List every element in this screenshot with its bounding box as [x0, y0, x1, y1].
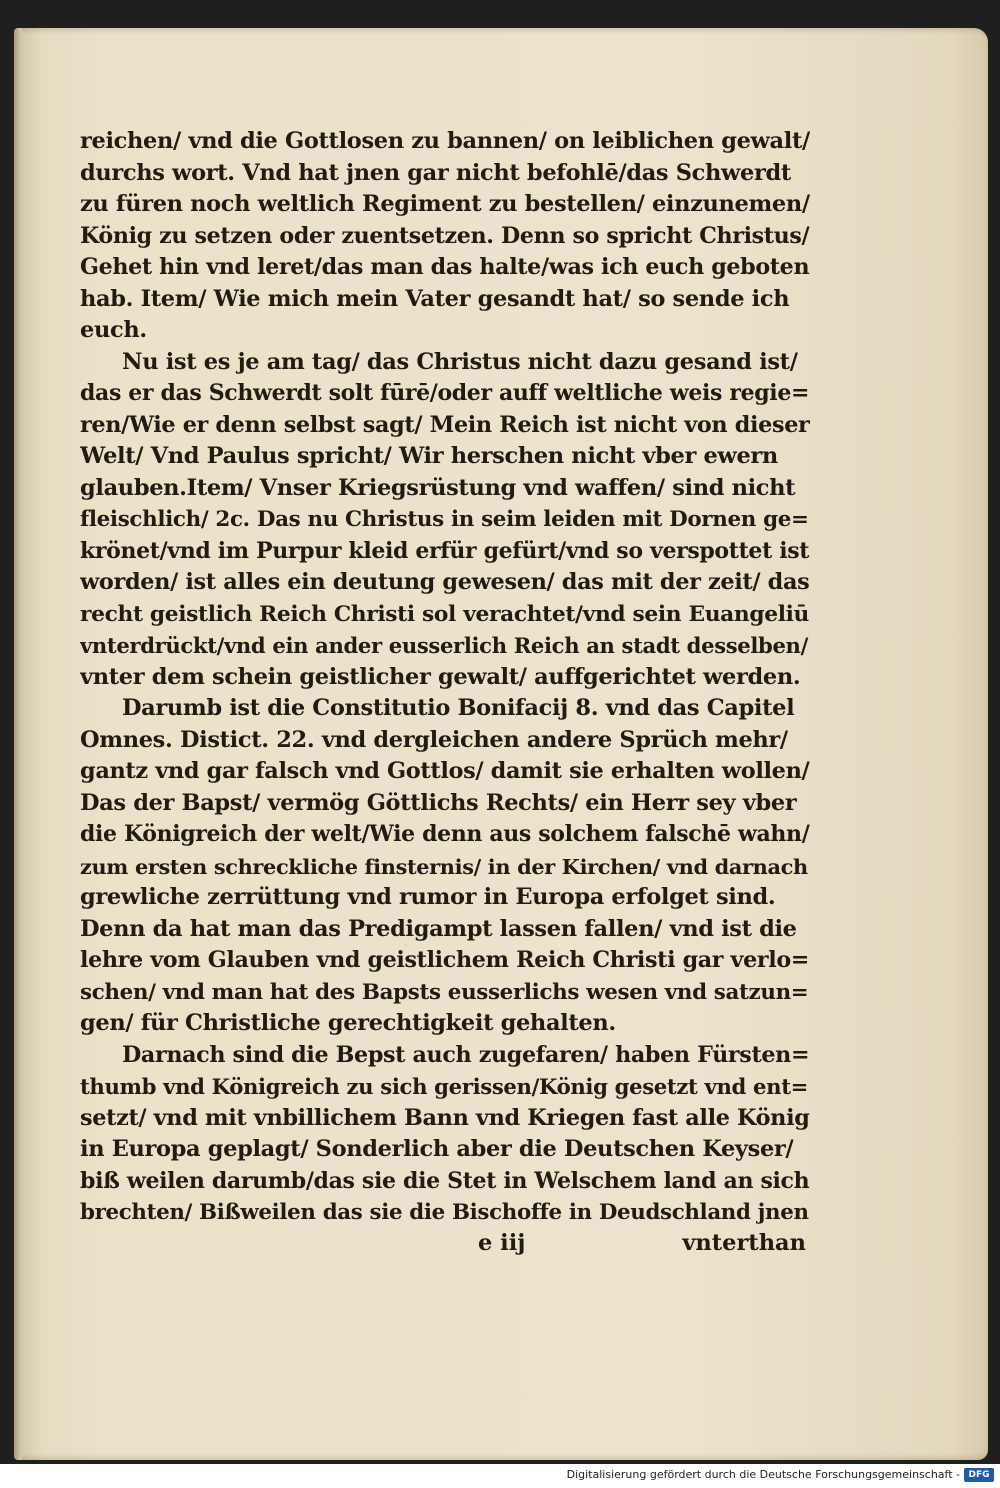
- text-line: durchs wort. Vnd hat jnen gar nicht befohlē/das Schwerdt: [80, 159, 791, 186]
- text-line: König zu setzen oder zuentsetzen. Denn so spricht Christus/: [80, 222, 810, 249]
- text-line: Das der Bapst/ vermög Göttlichs Rechts/ ein Herr sey vber: [80, 789, 797, 816]
- text-line: worden/ ist alles ein deutung gewesen/ das mit der zeit/ das: [80, 569, 810, 595]
- text-line: reichen/ vnd die Gottlosen zu bannen/ on leiblichen gewalt/: [80, 128, 810, 154]
- text-line: euch.: [80, 317, 147, 343]
- text-line: vnter dem schein geistlicher gewalt/ auffgerichtet werden.: [80, 663, 801, 690]
- text-line: die Königreich der welt/Wie denn aus solchem falschē wahn/: [80, 821, 810, 847]
- text-line: schen/ vnd man hat des Bapsts eusserlichs wesen vnd satzun=: [80, 979, 809, 1005]
- text-line: glauben.Item/ Vnser Kriegsrüstung vnd waffen/ sind nicht: [80, 474, 796, 501]
- text-line: Omnes. Distict. 22. vnd dergleichen andere Sprüch mehr/: [80, 726, 788, 753]
- text-line: zum ersten schreckliche finsternis/ in der Kirchen/ vnd darnach: [80, 853, 808, 879]
- text-line: brechten/ Bißweilen das sie die Bischoffe in Deudschland jnen: [80, 1200, 809, 1225]
- text-line: Gehet hin vnd leret/das man das halte/was ich euch geboten: [80, 254, 810, 280]
- signature-mark: e iij: [478, 1230, 526, 1256]
- text-line: Darnach sind die Bepst auch zugefaren/ haben Fürsten=: [122, 1041, 810, 1068]
- text-line: vnterdrückt/vnd ein ander eusserlich Reich an stadt desselben/: [80, 633, 808, 658]
- text-line: recht geistlich Reich Christi sol verachtet/vnd sein Euangeliū: [80, 601, 809, 627]
- text-line: ren/Wie er denn selbst sagt/ Mein Reich ist nicht von dieser: [80, 411, 810, 438]
- page-gutter: [14, 28, 22, 1460]
- text-line: gen/ für Christliche gerechtigkeit gehalten.: [80, 1010, 616, 1036]
- text-line: biß weilen darumb/das sie die Stet in Welschem land an sich: [80, 1167, 810, 1194]
- text-line: das er das Schwerdt solt fūrē/oder auff weltliche weis regie=: [80, 380, 810, 406]
- text-line: thumb vnd Königreich zu sich gerissen/König gesetzt vnd ent=: [80, 1074, 809, 1099]
- credit-text: Digitalisierung gefördert durch die Deutsche Forschungsgemeinschaft -: [566, 1468, 960, 1481]
- page-footer-line: [80, 1230, 810, 1264]
- text-line: setzt/ vnd mit vnbillichem Bann vnd Kriegen fast alle König: [80, 1104, 810, 1131]
- text-line: hab. Item/ Wie mich mein Vater gesandt hat/ so sende ich: [80, 285, 790, 312]
- text-line: Welt/ Vnd Paulus spricht/ Wir herschen nicht vber ewern: [80, 443, 778, 469]
- digitization-credit-bar: [0, 1464, 1000, 1488]
- text-line: zu füren noch weltlich Regiment zu bestellen/ einzunemen/: [80, 191, 810, 217]
- text-line: Denn da hat man das Predigampt lassen fallen/ vnd ist die: [80, 915, 797, 942]
- text-line: grewliche zerrüttung vnd rumor in Europa erfolget sind.: [80, 884, 776, 910]
- text-line: Darumb ist die Constitutio Bonifacij 8. vnd das Capitel: [122, 695, 795, 721]
- text-line: in Europa geplagt/ Sonderlich aber die Deutschen Keyser/: [80, 1136, 794, 1162]
- dfg-logo: DFG: [964, 1468, 994, 1482]
- page-text: [80, 126, 810, 1229]
- text-line: lehre vom Glauben vnd geistlichem Reich Christi gar verlo=: [80, 947, 810, 973]
- catchword: vnterthan: [682, 1230, 806, 1256]
- text-line: gantz vnd gar falsch vnd Gottlos/ damit sie erhalten wollen/: [80, 758, 810, 784]
- text-line: krönet/vnd im Purpur kleid erfür gefürt/vnd so verspottet ist: [80, 537, 810, 564]
- text-line: fleischlich/ 2c. Das nu Christus in seim leiden mit Dornen ge=: [80, 507, 809, 532]
- text-line: Nu ist es je am tag/ das Christus nicht dazu gesand ist/: [122, 348, 798, 375]
